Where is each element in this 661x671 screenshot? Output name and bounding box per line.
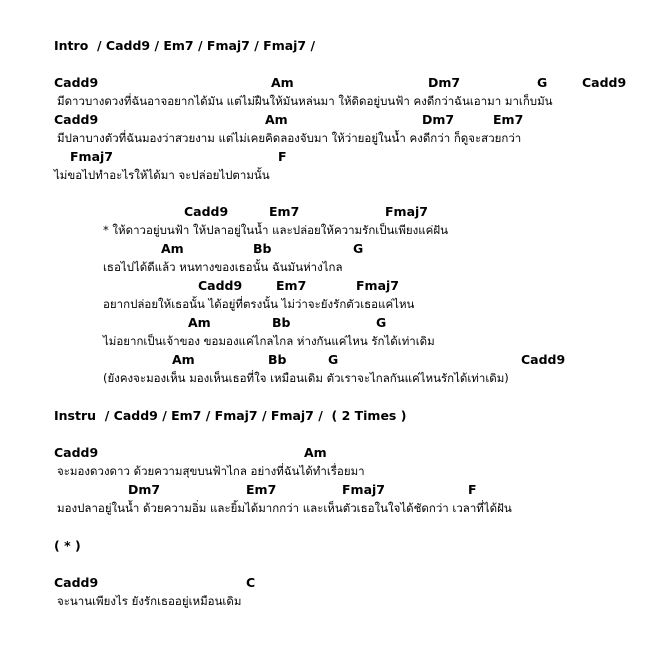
lyric-line: อยากปล่อยให้เธอนั้น ได้อยู่ที่ตรงนั้น ไม่ว่าจะยังรักตัวเธอแค่ไหน <box>103 297 415 311</box>
chord: Cadd9 <box>582 75 627 90</box>
chord: Fmaj7 <box>70 149 113 164</box>
chord: F <box>278 149 287 164</box>
repeat-mark: ( * ) <box>54 538 81 553</box>
chord: Bb <box>253 241 272 256</box>
instru-line: Instru / Cadd9 / Em7 / Fmaj7 / Fmaj7 / ( 2 Times ) <box>54 408 407 423</box>
chord: Cadd9 <box>54 575 99 590</box>
chord: Bb <box>272 315 291 330</box>
chord: Cadd9 <box>198 278 243 293</box>
lyric-line: (ยังคงจะมองเห็น มองเห็นเธอที่ใจ เหมือนเดิม ตัวเราจะไกลกันแค่ไหนรักได้เท่าเดิม) <box>103 371 509 385</box>
chord: Cadd9 <box>54 445 99 460</box>
lyric-line: มองปลาอยู่ในน้ำ ด้วยความอิ่ม และยิ้มได้มากกว่า และเห็นตัวเธอในใจได้ชัดกว่า เวลาที่ได้ฝัน <box>57 501 512 515</box>
lyric-line: * ให้ดาวอยู่บนฟ้า ให้ปลาอยู่ในน้ำ และปล่อยให้ความรักเป็นเพียงแค่ฝัน <box>103 223 448 237</box>
lyric-line: เธอไปได้ดีแล้ว หนทางของเธอนั้น ฉันมันห่างไกล <box>103 260 343 274</box>
intro-line: Intro / Cadd9 / Em7 / Fmaj7 / Fmaj7 / <box>54 38 316 53</box>
chord: G <box>376 315 387 330</box>
chord: Em7 <box>276 278 307 293</box>
lyric-line: มีปลาบางตัวที่ฉันมองว่าสวยงาม แต่ไม่เคยคิดลองจับมา ให้ว่ายอยู่ในน้ำ คงดีกว่า ก็ดูจะสวยกว่า <box>57 131 522 145</box>
chord: Dm7 <box>428 75 461 90</box>
chord: Am <box>265 112 288 127</box>
lyric-line: ไม่อยากเป็นเจ้าของ ขอมองแค่ไกลไกล ห่างกันแค่ไหน รักได้เท่าเดิม <box>103 334 435 348</box>
chord: G <box>328 352 339 367</box>
chord: G <box>353 241 364 256</box>
chord: Em7 <box>246 482 277 497</box>
chord: Cadd9 <box>54 75 99 90</box>
chord: Fmaj7 <box>356 278 399 293</box>
chord: C <box>246 575 256 590</box>
chord: Am <box>161 241 184 256</box>
chord: Fmaj7 <box>342 482 385 497</box>
lyric-line: ไม่ขอไปทำอะไรให้ได้มา จะปล่อยไปตามนั้น <box>54 168 270 182</box>
chord: G <box>537 75 548 90</box>
lyric-line: จะมองดวงดาว ด้วยความสุขบนฟ้าไกล อย่างที่ฉันได้ทำเรื่อยมา <box>57 464 365 478</box>
chord: Em7 <box>269 204 300 219</box>
chord: Dm7 <box>128 482 161 497</box>
chord: Cadd9 <box>54 112 99 127</box>
chord: Bb <box>268 352 287 367</box>
chord: Am <box>304 445 327 460</box>
chord: Dm7 <box>422 112 455 127</box>
chord: Em7 <box>493 112 524 127</box>
chord: Am <box>188 315 211 330</box>
chord: Am <box>271 75 294 90</box>
lyric-line: มีดาวบางดวงที่ฉันอาจอยากได้มัน แต่ไม่ฝืนให้มันหล่นมา ให้ดิดอยู่บนฟ้า คงดีกว่าฉันเอามา มาเก็บมัน <box>57 94 553 108</box>
lyric-line: จะนานเพียงไร ยังรักเธออยู่เหมือนเดิม <box>57 594 242 608</box>
chord: Am <box>172 352 195 367</box>
chord: Cadd9 <box>184 204 229 219</box>
chord: Cadd9 <box>521 352 566 367</box>
chord: Fmaj7 <box>385 204 428 219</box>
chord: F <box>468 482 477 497</box>
